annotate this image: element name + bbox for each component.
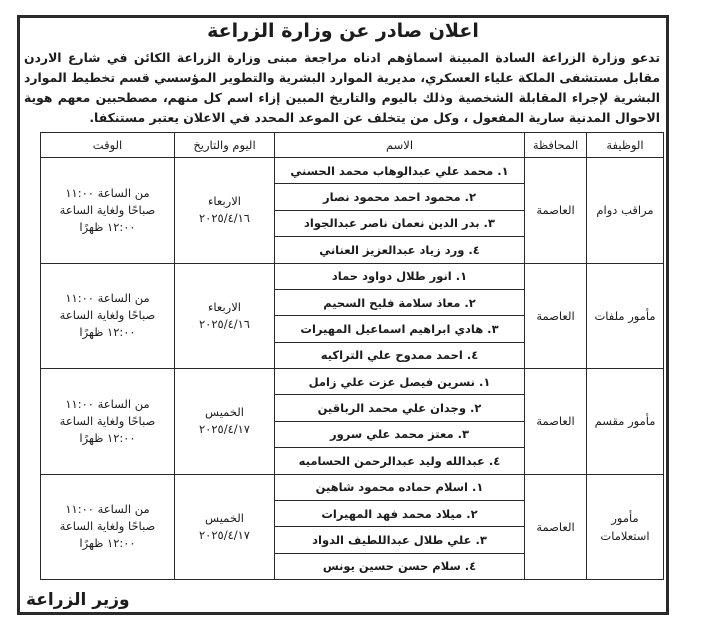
job-title-cell: مراقب دوام [587, 158, 664, 264]
candidate-name-cell: ٣. معتز محمد علي سرور [275, 421, 525, 447]
candidate-name-cell: ٤. احمد ممدوح علي التراكيه [275, 342, 525, 368]
time-line: صباحًا ولغاية الساعة [59, 308, 156, 323]
job-title-cell: مأمور مقسم [587, 369, 664, 475]
governorate-cell: العاصمة [525, 158, 587, 264]
day-label: الخميس [205, 510, 244, 525]
time-line: صباحًا ولغاية الساعة [59, 413, 156, 428]
date-label: ٢٠٢٥/٤/١٧ [199, 422, 250, 437]
day-date-cell [175, 369, 275, 475]
table-body [41, 158, 664, 580]
candidate-name-cell: ٢. محمود احمد محمود نصار [275, 184, 525, 210]
time-line: من الساعة ١١:٠٠ [65, 396, 150, 411]
candidate-name-cell: ٢. وجدان علي محمد الرباقين [275, 395, 525, 421]
announcement-intro: تدعو وزارة الزراعة السادة المبينة اسماؤهم ادناه مراجعة مبنى وزارة الزراعة الكائن في شارع الاردن مقابل مستشفى الملكة علياء العسكري، مديرية الموارد البشرية والتطوير المؤسسي قسم تخطيط الموارد البشرية لإجراء المقابلة الشخصية وذلك باليوم والتاريخ المبين إزاء اسم كل منهم، مصطحبين معهم هوية الاحوال المدنية سارية المفعول ، وكل من يتخلف عن الموعد المحدد في الاعلان يعتبر مستنكفا. [24, 50, 660, 125]
table-row [41, 369, 664, 395]
candidate-name-cell: ٣. علي طلال عبداللطيف الدواد [275, 527, 525, 553]
candidate-name-cell: ١. اسلام حماده محمود شاهين [275, 474, 525, 500]
candidate-name-cell: ٢. ميلاد محمد فهد المهيرات [275, 500, 525, 526]
time-line: صباحًا ولغاية الساعة [59, 202, 156, 217]
time-line: ١٢:٠٠ ظهرًا [79, 219, 136, 234]
date-label: ٢٠٢٥/٤/١٦ [199, 316, 250, 331]
candidate-name-cell: ١. نسرين فيصل عزت علي زامل [275, 369, 525, 395]
job-title-cell: مأمور استعلامات [587, 474, 664, 580]
header-job: الوظيفة [587, 133, 664, 158]
header-name: الاسم [275, 133, 525, 158]
candidate-name-cell: ٣. بدر الدين نعمان ناصر عبدالجواد [275, 210, 525, 236]
governorate-cell: العاصمة [525, 263, 587, 369]
time-line: من الساعة ١١:٠٠ [65, 502, 150, 517]
candidate-name-cell: ٢. معاذ سلامة فليح السحيم [275, 289, 525, 315]
signature: وزير الزراعة [26, 590, 130, 610]
time-cell [41, 158, 175, 264]
day-label: الاربعاء [208, 194, 241, 209]
candidate-name-cell: ١. انور طلال دواود حماد [275, 263, 525, 289]
header-time: الوقت [41, 133, 175, 158]
candidate-name-cell: ٣. هادي ابراهيم اسماعيل المهيرات [275, 316, 525, 342]
governorate-cell: العاصمة [525, 474, 587, 580]
day-date-cell [175, 158, 275, 264]
header-governorate: المحافظة [525, 133, 587, 158]
time-cell [41, 263, 175, 369]
time-cell [41, 474, 175, 580]
announcement-frame [17, 15, 669, 615]
announcement-title: اعلان صادر عن وزارة الزراعة [207, 20, 479, 42]
time-line: من الساعة ١١:٠٠ [65, 185, 150, 200]
candidate-name-cell: ٤. سلام حسن حسين يونس [275, 553, 525, 579]
date-label: ٢٠٢٥/٤/١٧ [199, 527, 250, 542]
time-line: من الساعة ١١:٠٠ [65, 291, 150, 306]
day-date-cell [175, 263, 275, 369]
time-line: صباحًا ولغاية الساعة [59, 519, 156, 534]
governorate-cell: العاصمة [525, 369, 587, 475]
time-line: ١٢:٠٠ ظهرًا [79, 325, 136, 340]
table-header-row [41, 133, 664, 158]
day-date-cell [175, 474, 275, 580]
time-line: ١٢:٠٠ ظهرًا [79, 536, 136, 551]
job-title-cell: مأمور ملفات [587, 263, 664, 369]
time-line: ١٢:٠٠ ظهرًا [79, 430, 136, 445]
candidate-name-cell: ١. محمد علي عبدالوهاب محمد الحسني [275, 158, 525, 184]
candidate-name-cell: ٤. عبدالله وليد عبدالرحمن الحساميه [275, 448, 525, 474]
table-row [41, 263, 664, 289]
header-day-date: اليوم والتاريخ [175, 133, 275, 158]
day-label: الاربعاء [208, 299, 241, 314]
candidate-name-cell: ٤. ورد زياد عبدالعزيز العناني [275, 237, 525, 263]
time-cell [41, 369, 175, 475]
table-row [41, 474, 664, 500]
date-label: ٢٠٢٥/٤/١٦ [199, 211, 250, 226]
table-row [41, 158, 664, 184]
day-label: الخميس [205, 405, 244, 420]
interview-schedule-table [40, 132, 664, 580]
